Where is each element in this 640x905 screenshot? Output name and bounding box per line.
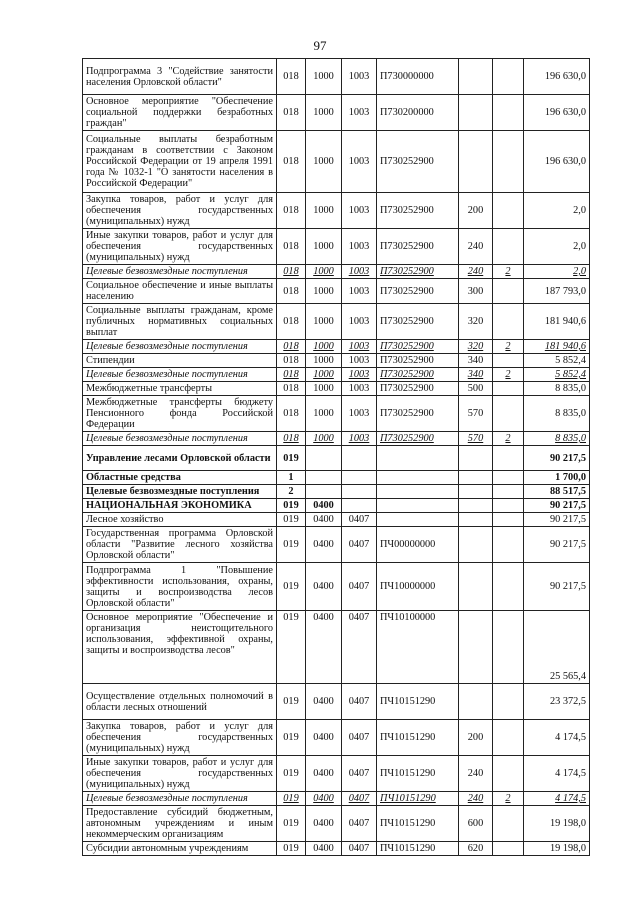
- table-row: [83, 265, 590, 279]
- target-article: [377, 485, 459, 499]
- ministry-code: 019: [277, 446, 306, 471]
- subsection-code: [342, 499, 377, 513]
- section-code: 0400: [306, 563, 342, 611]
- subsection-code: [342, 485, 377, 499]
- amount: 23 372,5: [524, 684, 590, 720]
- ministry-code: 018: [277, 304, 306, 340]
- row-name: Лесное хозяйство: [83, 513, 277, 527]
- section-code: 1000: [306, 265, 342, 279]
- subsection-code: 1003: [342, 432, 377, 446]
- subsection-code: 1003: [342, 382, 377, 396]
- section-code: 1000: [306, 131, 342, 193]
- row-name: Государственная программа Орловской области "Развитие лесного хозяйства Орловской области": [83, 527, 277, 563]
- subsection-code: 0407: [342, 792, 377, 806]
- funding-source: [493, 229, 524, 265]
- section-code: 1000: [306, 95, 342, 131]
- funding-source: [493, 611, 524, 684]
- amount: 181 940,6: [524, 340, 590, 354]
- amount: 90 217,5: [524, 563, 590, 611]
- expense-type: [459, 563, 493, 611]
- funding-source: [493, 193, 524, 229]
- section-code: [306, 485, 342, 499]
- ministry-code: 019: [277, 792, 306, 806]
- amount: 196 630,0: [524, 59, 590, 95]
- ministry-code: 019: [277, 499, 306, 513]
- amount: 2,0: [524, 229, 590, 265]
- amount: 5 852,4: [524, 354, 590, 368]
- subsection-code: 0407: [342, 720, 377, 756]
- target-article: П730252900: [377, 340, 459, 354]
- target-article: П730200000: [377, 95, 459, 131]
- expense-type: 240: [459, 792, 493, 806]
- target-article: [377, 446, 459, 471]
- funding-source: [493, 354, 524, 368]
- row-name: Областные средства: [83, 471, 277, 485]
- subsection-code: 0407: [342, 684, 377, 720]
- target-article: ПЧ10151290: [377, 720, 459, 756]
- subsection-code: 1003: [342, 304, 377, 340]
- ministry-code: 018: [277, 340, 306, 354]
- table-row: [83, 340, 590, 354]
- target-article: П730252900: [377, 279, 459, 304]
- ministry-code: 018: [277, 229, 306, 265]
- target-article: П730252900: [377, 382, 459, 396]
- section-code: 1000: [306, 368, 342, 382]
- amount: 4 174,5: [524, 720, 590, 756]
- row-name: Управление лесами Орловской области: [83, 446, 277, 471]
- ministry-code: 019: [277, 527, 306, 563]
- section-code: 1000: [306, 229, 342, 265]
- subsection-code: 0407: [342, 842, 377, 856]
- table-row: [83, 382, 590, 396]
- amount: 2,0: [524, 265, 590, 279]
- section-code: 1000: [306, 340, 342, 354]
- target-article: ПЧ10151290: [377, 806, 459, 842]
- expense-type: [459, 485, 493, 499]
- expense-type: 320: [459, 304, 493, 340]
- table-row: [83, 513, 590, 527]
- row-name: Закупка товаров, работ и услуг для обеспечения государственных (муниципальных) нужд: [83, 193, 277, 229]
- expense-type: [459, 471, 493, 485]
- table-row: [83, 193, 590, 229]
- funding-source: 2: [493, 368, 524, 382]
- ministry-code: 018: [277, 131, 306, 193]
- expense-type: 240: [459, 756, 493, 792]
- subsection-code: 1003: [342, 368, 377, 382]
- expense-type: 600: [459, 806, 493, 842]
- expense-type: 200: [459, 193, 493, 229]
- subsection-code: 1003: [342, 229, 377, 265]
- row-name: Межбюджетные трансферты: [83, 382, 277, 396]
- funding-source: [493, 806, 524, 842]
- section-code: [306, 471, 342, 485]
- subsection-code: 0407: [342, 563, 377, 611]
- ministry-code: 019: [277, 513, 306, 527]
- funding-source: 2: [493, 265, 524, 279]
- target-article: П730252900: [377, 131, 459, 193]
- ministry-code: 019: [277, 563, 306, 611]
- row-name: Основное мероприятие "Обеспечение и организация неистощительного использования, эффективной охраны, защиты и воспроизводства лесов": [83, 611, 277, 684]
- funding-source: [493, 756, 524, 792]
- ministry-code: 019: [277, 806, 306, 842]
- row-name: Стипендии: [83, 354, 277, 368]
- section-code: 0400: [306, 499, 342, 513]
- target-article: ПЧ00000000: [377, 527, 459, 563]
- section-code: 0400: [306, 527, 342, 563]
- table-row: [83, 527, 590, 563]
- section-code: 1000: [306, 354, 342, 368]
- amount: 25 565,4: [524, 611, 590, 684]
- expense-type: [459, 95, 493, 131]
- amount: 90 217,5: [524, 527, 590, 563]
- target-article: ПЧ10151290: [377, 684, 459, 720]
- budget-table: [82, 58, 590, 856]
- amount: 19 198,0: [524, 806, 590, 842]
- table-row: [83, 446, 590, 471]
- funding-source: [493, 131, 524, 193]
- section-code: [306, 446, 342, 471]
- funding-source: [493, 513, 524, 527]
- target-article: [377, 471, 459, 485]
- subsection-code: 0407: [342, 756, 377, 792]
- target-article: П730252900: [377, 432, 459, 446]
- subsection-code: [342, 471, 377, 485]
- funding-source: [493, 396, 524, 432]
- ministry-code: 018: [277, 265, 306, 279]
- funding-source: [493, 485, 524, 499]
- table-row: [83, 304, 590, 340]
- section-code: 1000: [306, 193, 342, 229]
- subsection-code: 1003: [342, 340, 377, 354]
- funding-source: 2: [493, 432, 524, 446]
- subsection-code: 1003: [342, 95, 377, 131]
- row-name: НАЦИОНАЛЬНАЯ ЭКОНОМИКА: [83, 499, 277, 513]
- funding-source: [493, 279, 524, 304]
- funding-source: [493, 499, 524, 513]
- table-row: [83, 756, 590, 792]
- table-row: [83, 59, 590, 95]
- row-name: Целевые безвозмездные поступления: [83, 368, 277, 382]
- target-article: П730252900: [377, 304, 459, 340]
- subsection-code: 1003: [342, 396, 377, 432]
- row-name: Иные закупки товаров, работ и услуг для обеспечения государственных (муниципальных) нужд: [83, 756, 277, 792]
- row-name: Подпрограмма 1 "Повышение эффективности использования, охраны, защиты и воспроизводства лесов Орловской области": [83, 563, 277, 611]
- table-row: [83, 368, 590, 382]
- amount: 8 835,0: [524, 396, 590, 432]
- amount: 8 835,0: [524, 382, 590, 396]
- expense-type: [459, 131, 493, 193]
- section-code: 0400: [306, 684, 342, 720]
- amount: 8 835,0: [524, 432, 590, 446]
- funding-source: [493, 684, 524, 720]
- funding-source: [493, 446, 524, 471]
- subsection-code: 0407: [342, 611, 377, 684]
- funding-source: [493, 382, 524, 396]
- row-name: Целевые безвозмездные поступления: [83, 432, 277, 446]
- row-name: Предоставление субсидий бюджетным, автономным учреждениям и иным некоммерческим организациям: [83, 806, 277, 842]
- expense-type: [459, 527, 493, 563]
- subsection-code: 1003: [342, 131, 377, 193]
- ministry-code: 018: [277, 368, 306, 382]
- subsection-code: 0407: [342, 513, 377, 527]
- row-name: Целевые безвозмездные поступления: [83, 485, 277, 499]
- table-row: [83, 842, 590, 856]
- ministry-code: 018: [277, 59, 306, 95]
- row-name: Целевые безвозмездные поступления: [83, 265, 277, 279]
- ministry-code: 018: [277, 396, 306, 432]
- expense-type: [459, 611, 493, 684]
- section-code: 0400: [306, 513, 342, 527]
- expense-type: 570: [459, 432, 493, 446]
- target-article: П730252900: [377, 354, 459, 368]
- target-article: П730252900: [377, 368, 459, 382]
- expense-type: 620: [459, 842, 493, 856]
- table-row: [83, 131, 590, 193]
- expense-type: 240: [459, 229, 493, 265]
- ministry-code: 018: [277, 95, 306, 131]
- expense-type: 340: [459, 368, 493, 382]
- expense-type: 500: [459, 382, 493, 396]
- table-row: [83, 720, 590, 756]
- subsection-code: 1003: [342, 279, 377, 304]
- ministry-code: 1: [277, 471, 306, 485]
- funding-source: [493, 527, 524, 563]
- amount: 181 940,6: [524, 304, 590, 340]
- target-article: П730252900: [377, 265, 459, 279]
- subsection-code: 1003: [342, 265, 377, 279]
- expense-type: 320: [459, 340, 493, 354]
- section-code: 0400: [306, 611, 342, 684]
- table-row: [83, 432, 590, 446]
- target-article: П730252900: [377, 396, 459, 432]
- amount: 19 198,0: [524, 842, 590, 856]
- ministry-code: 018: [277, 382, 306, 396]
- funding-source: 2: [493, 340, 524, 354]
- target-article: ПЧ10151290: [377, 842, 459, 856]
- target-article: ПЧ10100000: [377, 611, 459, 684]
- section-code: 1000: [306, 279, 342, 304]
- amount: 4 174,5: [524, 756, 590, 792]
- funding-source: [493, 95, 524, 131]
- row-name: Субсидии автономным учреждениям: [83, 842, 277, 856]
- row-name: Основное мероприятие "Обеспечение социальной поддержки безработных граждан": [83, 95, 277, 131]
- expense-type: [459, 513, 493, 527]
- subsection-code: 1003: [342, 59, 377, 95]
- amount: 187 793,0: [524, 279, 590, 304]
- table-row: [83, 563, 590, 611]
- expense-type: 240: [459, 265, 493, 279]
- section-code: 0400: [306, 842, 342, 856]
- target-article: П730252900: [377, 229, 459, 265]
- ministry-code: 019: [277, 611, 306, 684]
- amount: 196 630,0: [524, 95, 590, 131]
- ministry-code: 2: [277, 485, 306, 499]
- row-name: Подпрограмма 3 "Содействие занятости населения Орловской области": [83, 59, 277, 95]
- target-article: П730000000: [377, 59, 459, 95]
- row-name: Межбюджетные трансферты бюджету Пенсионного фонда Российской Федерации: [83, 396, 277, 432]
- section-code: 1000: [306, 304, 342, 340]
- table-row: [83, 471, 590, 485]
- amount: 5 852,4: [524, 368, 590, 382]
- expense-type: [459, 499, 493, 513]
- funding-source: [493, 720, 524, 756]
- target-article: П730252900: [377, 193, 459, 229]
- target-article: ПЧ10151290: [377, 792, 459, 806]
- row-name: Социальное обеспечение и иные выплаты населению: [83, 279, 277, 304]
- subsection-code: 1003: [342, 193, 377, 229]
- subsection-code: 1003: [342, 354, 377, 368]
- row-name: Закупка товаров, работ и услуг для обеспечения государственных (муниципальных) нужд: [83, 720, 277, 756]
- row-name: Социальные выплаты безработным гражданам в соответствии с Законом Российской Федерации от 19 апреля 1991 года № 1032-1 "О занятости населения в Российской Федерации": [83, 131, 277, 193]
- ministry-code: 018: [277, 432, 306, 446]
- subsection-code: [342, 446, 377, 471]
- ministry-code: 019: [277, 720, 306, 756]
- expense-type: 200: [459, 720, 493, 756]
- amount: 1 700,0: [524, 471, 590, 485]
- section-code: 0400: [306, 792, 342, 806]
- amount: 90 217,5: [524, 513, 590, 527]
- amount: 88 517,5: [524, 485, 590, 499]
- section-code: 1000: [306, 382, 342, 396]
- funding-source: [493, 471, 524, 485]
- funding-source: [493, 563, 524, 611]
- ministry-code: 018: [277, 279, 306, 304]
- row-name: Целевые безвозмездные поступления: [83, 792, 277, 806]
- section-code: 1000: [306, 59, 342, 95]
- funding-source: [493, 304, 524, 340]
- funding-source: [493, 842, 524, 856]
- expense-type: 570: [459, 396, 493, 432]
- section-code: 1000: [306, 432, 342, 446]
- row-name: Осуществление отдельных полномочий в области лесных отношений: [83, 684, 277, 720]
- subsection-code: 0407: [342, 527, 377, 563]
- expense-type: [459, 446, 493, 471]
- expense-type: [459, 684, 493, 720]
- section-code: 1000: [306, 396, 342, 432]
- table-row: [83, 684, 590, 720]
- section-code: 0400: [306, 720, 342, 756]
- table-row: [83, 279, 590, 304]
- funding-source: [493, 59, 524, 95]
- expense-type: 340: [459, 354, 493, 368]
- section-code: 0400: [306, 756, 342, 792]
- row-name: Целевые безвозмездные поступления: [83, 340, 277, 354]
- table-row: [83, 611, 590, 684]
- table-row: [83, 354, 590, 368]
- amount: 90 217,5: [524, 499, 590, 513]
- table-row: [83, 229, 590, 265]
- target-article: [377, 513, 459, 527]
- table-row: [83, 806, 590, 842]
- table-row: [83, 792, 590, 806]
- table-row: [83, 485, 590, 499]
- target-article: ПЧ10000000: [377, 563, 459, 611]
- amount: 90 217,5: [524, 446, 590, 471]
- amount: 4 174,5: [524, 792, 590, 806]
- table-row: [83, 95, 590, 131]
- section-code: 0400: [306, 806, 342, 842]
- funding-source: 2: [493, 792, 524, 806]
- amount: 2,0: [524, 193, 590, 229]
- ministry-code: 019: [277, 842, 306, 856]
- ministry-code: 019: [277, 756, 306, 792]
- table-row: [83, 499, 590, 513]
- expense-type: [459, 59, 493, 95]
- amount: 196 630,0: [524, 131, 590, 193]
- row-name: Социальные выплаты гражданам, кроме публичных нормативных социальных выплат: [83, 304, 277, 340]
- ministry-code: 018: [277, 354, 306, 368]
- expense-type: 300: [459, 279, 493, 304]
- page-number: 97: [313, 38, 327, 53]
- target-article: [377, 499, 459, 513]
- ministry-code: 018: [277, 193, 306, 229]
- row-name: Иные закупки товаров, работ и услуг для обеспечения государственных (муниципальных) нужд: [83, 229, 277, 265]
- target-article: ПЧ10151290: [377, 756, 459, 792]
- ministry-code: 019: [277, 684, 306, 720]
- table-row: [83, 396, 590, 432]
- subsection-code: 0407: [342, 806, 377, 842]
